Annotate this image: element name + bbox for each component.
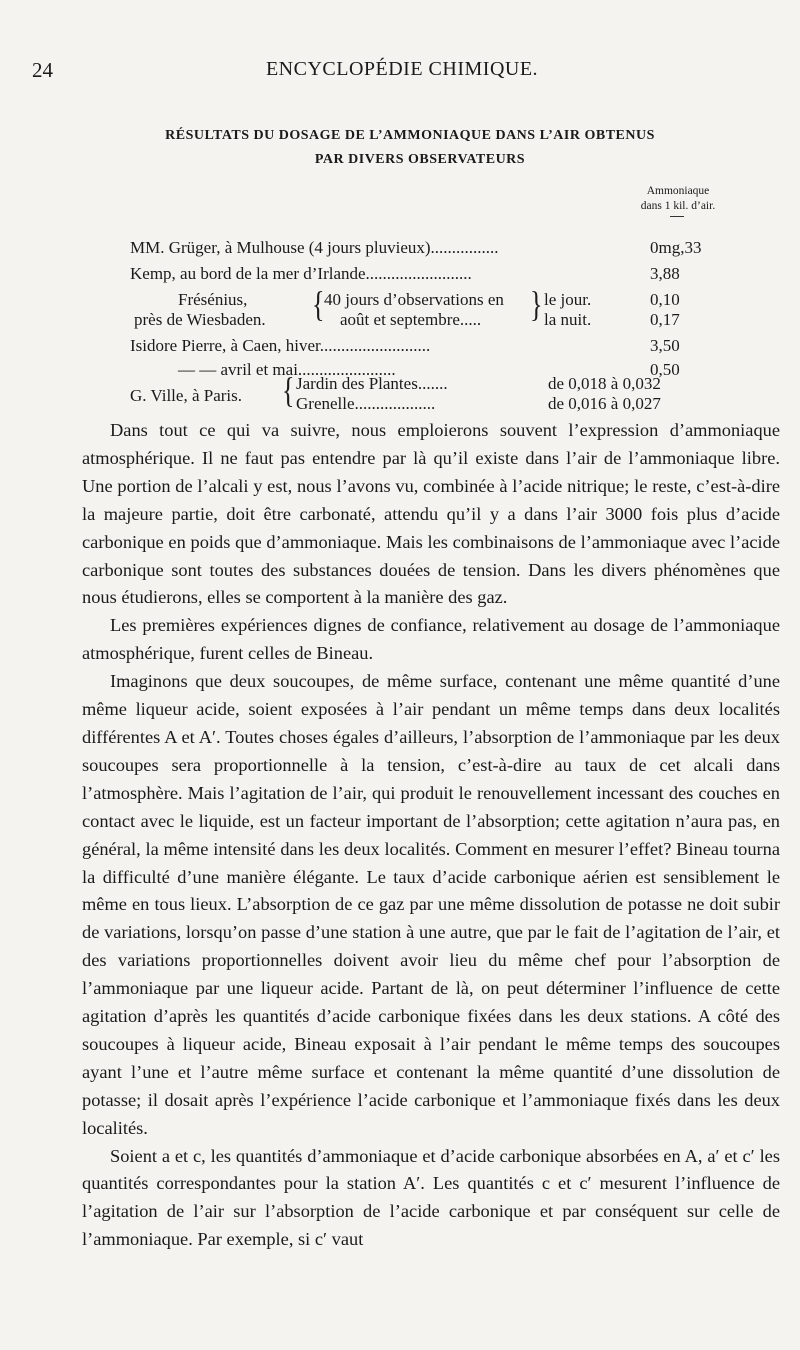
table-row-value: 0,50 <box>650 360 680 379</box>
body-text <box>82 417 780 1254</box>
table-title-line1: RÉSULTATS DU DOSAGE DE L’AMMONIAQUE DANS L’AIR OBTENUS <box>165 128 655 143</box>
paragraph: Soient a et c, les quantités d’ammoniaque et d’acide carbonique absorbées en A, a′ et c′ les quantités correspondantes pour la station A′. Les quantités c et c′ mesurent l’influence de l’agitation de l’air sur l’absorption de l’acide carbonique et par conséquent sur celle de l’ammoniaque. Par exemple, si c′ vaut <box>82 1145 780 1250</box>
table-row-label-cont: près de Wiesbaden. <box>134 310 266 329</box>
table-row-value: 0mg,33 <box>650 238 702 257</box>
table-row-value: de 0,018 à 0,032 <box>548 374 661 393</box>
table-row-time-night: la nuit. <box>544 310 592 329</box>
brace-left: { <box>312 284 325 325</box>
table-row-place: Grenelle................... <box>296 394 436 413</box>
column-heading-line1: Ammoniaque <box>646 185 710 197</box>
table-row-place: Jardin des Plantes....... <box>296 374 448 393</box>
table-row-label: — — avril et mai....................... <box>178 360 396 379</box>
brace-right: } <box>530 284 543 325</box>
table-row-period-cont: août et septembre..... <box>340 310 482 329</box>
table-row-label: MM. Grüger, à Mulhouse (4 jours pluvieux)................ <box>130 238 499 257</box>
page-number: 24 <box>32 58 53 82</box>
column-heading <box>608 184 748 214</box>
column-heading-dash <box>670 216 684 217</box>
table-row-label: Isidore Pierre, à Caen, hiver.......................... <box>130 336 431 355</box>
table-row-label: Frésénius, <box>178 290 248 309</box>
table-row-value: de 0,016 à 0,027 <box>548 394 661 413</box>
table-row-value: 3,50 <box>650 336 680 355</box>
paragraph: Imaginons que deux soucoupes, de même surface, contenant une même quantité d’une même liqueur acide, soient exposées à l’air pendant un même temps dans deux localités différentes A et A′. Toutes choses égales d’ailleurs, l’absorption de l’ammoniaque par les deux soucoupes sera proportionnelle à la tension, c’est-à-dire au taux de cet alcali dans l’atmosphère. Mais l’agitation de l’air, qui produit le renouvellement incessant des couches en contact avec le liquide, est un facteur important de l’absorption; cette agitation n’aura pas, en général, la même intensité dans les deux localités. Comment en mesurer l’effet? Bineau tourna la difficulté d’une manière élégante. Le taux d’acide carbonique aérien est sensiblement le même en tous lieux. L’absorption de ce gaz par une même dissolution de potasse ne doit subir de variations, lorsqu’on passe d’une station à une autre, que par le fait de l’agitation de l’air, et des variations proportionnelles doivent avoir lieu du même chef pour l’absorption de l’ammoniaque par une liqueur acide. Partant de là, on peut déterminer l’influence de cette agitation d’après les quantités d’acide carbonique fixées dans les deux stations. A côté des soucoupes à liqueur acide, Bineau exposait à l’air pendant le même temps des soucoupes ayant l’une et l’autre même surface et contenant la même quantité d’une dissolution de potasse; il dosait après l’expérience l’acide carbonique et l’ammoniaque fixés dans les deux localités. <box>82 671 780 1138</box>
table-row-period: 40 jours d’observations en <box>324 290 504 309</box>
table-row-value: 0,10 <box>650 290 680 309</box>
page-header <box>32 58 772 86</box>
running-title: ENCYCLOPÉDIE CHIMIQUE. <box>265 58 539 80</box>
table-title-line2: PAR DIVERS OBSERVATEURS <box>314 152 526 167</box>
table-row-value: 3,88 <box>650 264 680 283</box>
table-row-time-day: le jour. <box>544 290 592 309</box>
column-heading-line2: dans 1 kil. d’air. <box>640 200 716 212</box>
table-row-label: Kemp, au bord de la mer d’Irlande......................... <box>130 264 472 283</box>
paragraph: Dans tout ce qui va suivre, nous emploierons souvent l’expression d’ammoniaque atmosphérique. Il ne faut pas entendre par là qu’il existe dans l’air de l’ammoniaque libre. Une portion de l’alcali y est, nous l’avons vu, combinée à l’acide nitrique; le reste, c’est-à-dire la majeure partie, doit être carbonaté, attendu qu’il y a dans l’air 3000 fois plus d’acide carbonique en poids que d’ammoniaque. Mais les combinaisons de l’ammoniaque avec l’acide carbonique sont toutes des substances douées de tension. Dans les divers phénomènes que nous étudierons, elles se comportent à la manière des gaz. <box>82 420 780 608</box>
table-row-label: G. Ville, à Paris. <box>130 386 242 405</box>
paragraph: Les premières expériences dignes de confiance, relativement au dosage de l’ammoniaque atmosphérique, furent celles de Bineau. <box>82 615 780 664</box>
brace-left: { <box>282 370 295 411</box>
table-row-value: 0,17 <box>650 310 680 329</box>
